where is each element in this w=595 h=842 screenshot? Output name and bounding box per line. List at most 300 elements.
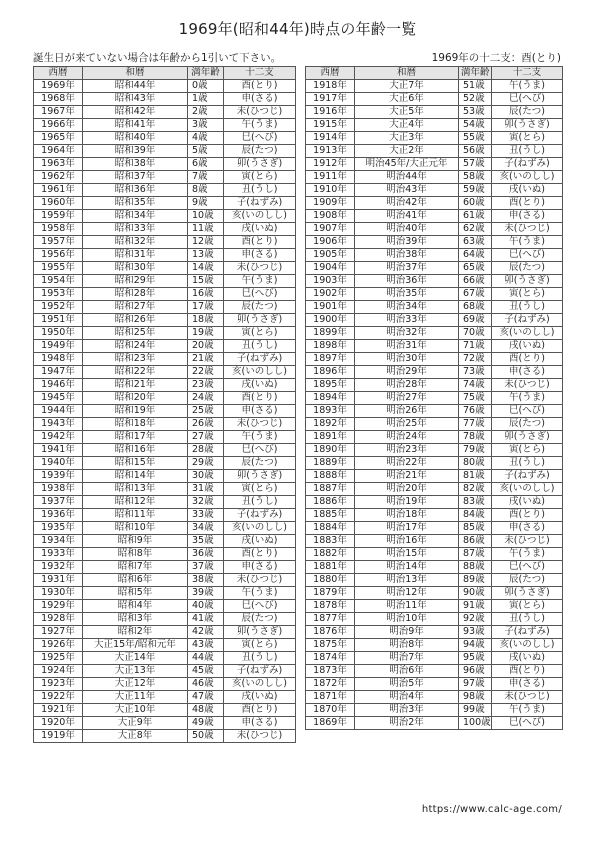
cell-age: 50歳 xyxy=(188,730,224,743)
cell-age: 37歳 xyxy=(188,561,224,574)
header-zodiac: 十二支 xyxy=(492,67,563,80)
cell-japanese-era: 明治20年 xyxy=(355,483,459,496)
cell-age: 61歳 xyxy=(459,210,492,223)
table-row xyxy=(34,704,296,717)
table-row xyxy=(306,509,563,522)
cell-age: 70歳 xyxy=(459,327,492,340)
cell-japanese-era: 大正10年 xyxy=(83,704,188,717)
table-body-right xyxy=(306,80,563,730)
cell-zodiac: 子(ねずみ) xyxy=(224,197,296,210)
cell-western-year: 1899年 xyxy=(306,327,355,340)
cell-zodiac: 戌(いぬ) xyxy=(224,379,296,392)
table-row xyxy=(306,561,563,574)
cell-age: 12歳 xyxy=(188,236,224,249)
cell-age: 63歳 xyxy=(459,236,492,249)
cell-japanese-era: 昭和12年 xyxy=(83,496,188,509)
cell-age: 94歳 xyxy=(459,639,492,652)
cell-western-year: 1894年 xyxy=(306,392,355,405)
table-row xyxy=(306,405,563,418)
cell-japanese-era: 明治19年 xyxy=(355,496,459,509)
cell-western-year: 1880年 xyxy=(306,574,355,587)
cell-age: 89歳 xyxy=(459,574,492,587)
cell-western-year: 1896年 xyxy=(306,366,355,379)
cell-western-year: 1964年 xyxy=(34,145,83,158)
cell-western-year: 1869年 xyxy=(306,717,355,730)
cell-zodiac: 酉(とり) xyxy=(224,704,296,717)
cell-zodiac: 寅(とら) xyxy=(492,132,563,145)
cell-western-year: 1940年 xyxy=(34,457,83,470)
table-row xyxy=(306,574,563,587)
table-row xyxy=(306,249,563,262)
table-row xyxy=(34,652,296,665)
cell-zodiac: 未(ひつじ) xyxy=(492,379,563,392)
cell-zodiac: 辰(たつ) xyxy=(224,145,296,158)
cell-age: 77歳 xyxy=(459,418,492,431)
table-row xyxy=(306,626,563,639)
cell-age: 28歳 xyxy=(188,444,224,457)
cell-japanese-era: 昭和27年 xyxy=(83,301,188,314)
cell-japanese-era: 大正6年 xyxy=(355,93,459,106)
cell-age: 31歳 xyxy=(188,483,224,496)
cell-japanese-era: 明治41年 xyxy=(355,210,459,223)
table-row xyxy=(306,132,563,145)
cell-western-year: 1958年 xyxy=(34,223,83,236)
cell-zodiac: 未(ひつじ) xyxy=(224,730,296,743)
cell-japanese-era: 昭和28年 xyxy=(83,288,188,301)
cell-japanese-era: 昭和23年 xyxy=(83,353,188,366)
table-row xyxy=(34,613,296,626)
cell-japanese-era: 大正9年 xyxy=(83,717,188,730)
cell-western-year: 1916年 xyxy=(306,106,355,119)
cell-age: 45歳 xyxy=(188,665,224,678)
cell-zodiac: 卯(うさぎ) xyxy=(224,626,296,639)
cell-japanese-era: 明治8年 xyxy=(355,639,459,652)
cell-western-year: 1890年 xyxy=(306,444,355,457)
table-row xyxy=(306,678,563,691)
cell-age: 15歳 xyxy=(188,275,224,288)
cell-zodiac: 寅(とら) xyxy=(224,171,296,184)
table-row xyxy=(34,587,296,600)
cell-age: 1歳 xyxy=(188,93,224,106)
cell-japanese-era: 明治2年 xyxy=(355,717,459,730)
cell-western-year: 1968年 xyxy=(34,93,83,106)
cell-japanese-era: 大正15年/昭和元年 xyxy=(83,639,188,652)
cell-zodiac: 戌(いぬ) xyxy=(492,652,563,665)
cell-age: 86歳 xyxy=(459,535,492,548)
cell-western-year: 1874年 xyxy=(306,652,355,665)
cell-zodiac: 子(ねずみ) xyxy=(224,509,296,522)
cell-age: 17歳 xyxy=(188,301,224,314)
cell-japanese-era: 大正4年 xyxy=(355,119,459,132)
cell-japanese-era: 大正3年 xyxy=(355,132,459,145)
cell-western-year: 1957年 xyxy=(34,236,83,249)
cell-zodiac: 酉(とり) xyxy=(224,548,296,561)
cell-japanese-era: 明治3年 xyxy=(355,704,459,717)
table-row xyxy=(306,639,563,652)
cell-western-year: 1875年 xyxy=(306,639,355,652)
cell-japanese-era: 昭和25年 xyxy=(83,327,188,340)
cell-western-year: 1920年 xyxy=(34,717,83,730)
table-row xyxy=(34,340,296,353)
cell-japanese-era: 昭和35年 xyxy=(83,197,188,210)
cell-age: 83歳 xyxy=(459,496,492,509)
cell-western-year: 1951年 xyxy=(34,314,83,327)
cell-japanese-era: 昭和4年 xyxy=(83,600,188,613)
table-row xyxy=(34,145,296,158)
cell-zodiac: 子(ねずみ) xyxy=(492,158,563,171)
cell-japanese-era: 明治10年 xyxy=(355,613,459,626)
cell-zodiac: 辰(たつ) xyxy=(224,301,296,314)
cell-western-year: 1915年 xyxy=(306,119,355,132)
cell-age: 93歳 xyxy=(459,626,492,639)
cell-age: 6歳 xyxy=(188,158,224,171)
cell-western-year: 1908年 xyxy=(306,210,355,223)
cell-zodiac: 午(うま) xyxy=(492,392,563,405)
cell-western-year: 1969年 xyxy=(34,80,83,93)
cell-japanese-era: 昭和42年 xyxy=(83,106,188,119)
table-row xyxy=(306,535,563,548)
cell-japanese-era: 明治42年 xyxy=(355,197,459,210)
cell-age: 88歳 xyxy=(459,561,492,574)
cell-japanese-era: 昭和14年 xyxy=(83,470,188,483)
cell-zodiac: 辰(たつ) xyxy=(492,574,563,587)
age-table-right xyxy=(305,66,563,730)
cell-japanese-era: 昭和13年 xyxy=(83,483,188,496)
cell-zodiac: 寅(とら) xyxy=(224,327,296,340)
cell-japanese-era: 昭和40年 xyxy=(83,132,188,145)
table-row xyxy=(34,457,296,470)
cell-western-year: 1911年 xyxy=(306,171,355,184)
cell-age: 39歳 xyxy=(188,587,224,600)
cell-japanese-era: 昭和21年 xyxy=(83,379,188,392)
table-row xyxy=(34,327,296,340)
cell-zodiac: 未(ひつじ) xyxy=(492,691,563,704)
cell-japanese-era: 昭和20年 xyxy=(83,392,188,405)
cell-western-year: 1953年 xyxy=(34,288,83,301)
table-row xyxy=(34,535,296,548)
table-row xyxy=(306,483,563,496)
table-row xyxy=(306,301,563,314)
cell-western-year: 1944年 xyxy=(34,405,83,418)
cell-age: 18歳 xyxy=(188,314,224,327)
cell-zodiac: 寅(とら) xyxy=(224,483,296,496)
cell-age: 60歳 xyxy=(459,197,492,210)
cell-western-year: 1914年 xyxy=(306,132,355,145)
cell-age: 58歳 xyxy=(459,171,492,184)
table-row xyxy=(34,262,296,275)
cell-western-year: 1879年 xyxy=(306,587,355,600)
cell-western-year: 1927年 xyxy=(34,626,83,639)
table-header-row xyxy=(34,67,296,80)
table-row xyxy=(306,145,563,158)
cell-zodiac: 申(さる) xyxy=(224,561,296,574)
cell-western-year: 1893年 xyxy=(306,405,355,418)
cell-age: 9歳 xyxy=(188,197,224,210)
cell-western-year: 1871年 xyxy=(306,691,355,704)
cell-zodiac: 巳(へび) xyxy=(492,405,563,418)
cell-japanese-era: 明治31年 xyxy=(355,340,459,353)
cell-japanese-era: 昭和26年 xyxy=(83,314,188,327)
cell-western-year: 1960年 xyxy=(34,197,83,210)
cell-zodiac: 卯(うさぎ) xyxy=(492,275,563,288)
table-row xyxy=(306,262,563,275)
cell-age: 96歳 xyxy=(459,665,492,678)
cell-western-year: 1934年 xyxy=(34,535,83,548)
cell-zodiac: 午(うま) xyxy=(224,119,296,132)
table-row xyxy=(306,665,563,678)
cell-zodiac: 午(うま) xyxy=(224,275,296,288)
cell-western-year: 1878年 xyxy=(306,600,355,613)
cell-japanese-era: 大正14年 xyxy=(83,652,188,665)
cell-japanese-era: 昭和2年 xyxy=(83,626,188,639)
cell-zodiac: 寅(とら) xyxy=(492,288,563,301)
cell-japanese-era: 明治45年/大正元年 xyxy=(355,158,459,171)
table-row xyxy=(34,119,296,132)
cell-western-year: 1954年 xyxy=(34,275,83,288)
cell-japanese-era: 昭和34年 xyxy=(83,210,188,223)
cell-age: 85歳 xyxy=(459,522,492,535)
cell-zodiac: 卯(うさぎ) xyxy=(224,470,296,483)
cell-japanese-era: 明治34年 xyxy=(355,301,459,314)
cell-age: 59歳 xyxy=(459,184,492,197)
page-title: 1969年(昭和44年)時点の年齢一覧 xyxy=(178,20,417,38)
cell-japanese-era: 明治5年 xyxy=(355,678,459,691)
cell-western-year: 1956年 xyxy=(34,249,83,262)
cell-japanese-era: 大正13年 xyxy=(83,665,188,678)
cell-western-year: 1888年 xyxy=(306,470,355,483)
cell-japanese-era: 大正8年 xyxy=(83,730,188,743)
table-row xyxy=(34,496,296,509)
cell-western-year: 1948年 xyxy=(34,353,83,366)
header-western-year: 西暦 xyxy=(34,67,83,80)
cell-western-year: 1884年 xyxy=(306,522,355,535)
table-row xyxy=(34,236,296,249)
cell-age: 91歳 xyxy=(459,600,492,613)
table-row xyxy=(34,509,296,522)
cell-zodiac: 酉(とり) xyxy=(492,509,563,522)
cell-japanese-era: 明治22年 xyxy=(355,457,459,470)
cell-age: 65歳 xyxy=(459,262,492,275)
table-body-left xyxy=(34,80,296,743)
cell-japanese-era: 昭和38年 xyxy=(83,158,188,171)
cell-zodiac: 申(さる) xyxy=(224,405,296,418)
table-row xyxy=(306,444,563,457)
cell-western-year: 1876年 xyxy=(306,626,355,639)
cell-japanese-era: 昭和16年 xyxy=(83,444,188,457)
cell-western-year: 1926年 xyxy=(34,639,83,652)
cell-zodiac: 未(ひつじ) xyxy=(224,262,296,275)
cell-zodiac: 巳(へび) xyxy=(224,444,296,457)
cell-western-year: 1877年 xyxy=(306,613,355,626)
cell-age: 57歳 xyxy=(459,158,492,171)
cell-zodiac: 午(うま) xyxy=(492,704,563,717)
cell-zodiac: 辰(たつ) xyxy=(492,106,563,119)
table-row xyxy=(306,223,563,236)
cell-zodiac: 申(さる) xyxy=(224,717,296,730)
table-row xyxy=(306,106,563,119)
cell-japanese-era: 明治26年 xyxy=(355,405,459,418)
table-row xyxy=(306,236,563,249)
cell-zodiac: 午(うま) xyxy=(492,236,563,249)
table-row xyxy=(34,626,296,639)
table-row xyxy=(34,470,296,483)
table-row xyxy=(34,80,296,93)
cell-japanese-era: 明治11年 xyxy=(355,600,459,613)
cell-age: 46歳 xyxy=(188,678,224,691)
cell-western-year: 1907年 xyxy=(306,223,355,236)
table-row xyxy=(306,158,563,171)
cell-western-year: 1913年 xyxy=(306,145,355,158)
cell-western-year: 1925年 xyxy=(34,652,83,665)
cell-japanese-era: 昭和9年 xyxy=(83,535,188,548)
cell-japanese-era: 明治17年 xyxy=(355,522,459,535)
table-row xyxy=(34,106,296,119)
cell-western-year: 1923年 xyxy=(34,678,83,691)
cell-western-year: 1889年 xyxy=(306,457,355,470)
table-row xyxy=(306,522,563,535)
table-row xyxy=(34,314,296,327)
cell-japanese-era: 昭和22年 xyxy=(83,366,188,379)
cell-zodiac: 申(さる) xyxy=(224,249,296,262)
cell-zodiac: 未(ひつじ) xyxy=(224,418,296,431)
cell-age: 10歳 xyxy=(188,210,224,223)
cell-western-year: 1935年 xyxy=(34,522,83,535)
cell-age: 47歳 xyxy=(188,691,224,704)
cell-zodiac: 丑(うし) xyxy=(492,145,563,158)
cell-age: 0歳 xyxy=(188,80,224,93)
cell-age: 25歳 xyxy=(188,405,224,418)
cell-japanese-era: 昭和44年 xyxy=(83,80,188,93)
cell-age: 66歳 xyxy=(459,275,492,288)
table-row xyxy=(34,249,296,262)
cell-age: 97歳 xyxy=(459,678,492,691)
cell-age: 4歳 xyxy=(188,132,224,145)
cell-zodiac: 卯(うさぎ) xyxy=(224,314,296,327)
cell-age: 76歳 xyxy=(459,405,492,418)
cell-western-year: 1883年 xyxy=(306,535,355,548)
cell-western-year: 1963年 xyxy=(34,158,83,171)
cell-zodiac: 亥(いのしし) xyxy=(492,327,563,340)
table-row xyxy=(34,301,296,314)
cell-western-year: 1932年 xyxy=(34,561,83,574)
table-row xyxy=(34,665,296,678)
cell-western-year: 1962年 xyxy=(34,171,83,184)
cell-zodiac: 酉(とり) xyxy=(492,665,563,678)
cell-age: 95歳 xyxy=(459,652,492,665)
cell-zodiac: 亥(いのしし) xyxy=(492,483,563,496)
cell-western-year: 1872年 xyxy=(306,678,355,691)
cell-western-year: 1966年 xyxy=(34,119,83,132)
table-header-row xyxy=(306,67,563,80)
table-row xyxy=(34,522,296,535)
cell-western-year: 1900年 xyxy=(306,314,355,327)
cell-western-year: 1870年 xyxy=(306,704,355,717)
cell-age: 22歳 xyxy=(188,366,224,379)
cell-japanese-era: 明治13年 xyxy=(355,574,459,587)
cell-zodiac: 申(さる) xyxy=(224,93,296,106)
cell-zodiac: 亥(いのしし) xyxy=(492,171,563,184)
cell-zodiac: 未(ひつじ) xyxy=(224,106,296,119)
cell-age: 62歳 xyxy=(459,223,492,236)
table-row xyxy=(34,561,296,574)
cell-age: 11歳 xyxy=(188,223,224,236)
cell-zodiac: 酉(とり) xyxy=(492,197,563,210)
footer-url-link[interactable]: https://www.calc-age.com/ xyxy=(421,804,562,815)
cell-age: 79歳 xyxy=(459,444,492,457)
cell-japanese-era: 昭和41年 xyxy=(83,119,188,132)
cell-japanese-era: 明治14年 xyxy=(355,561,459,574)
table-row xyxy=(306,613,563,626)
cell-western-year: 1892年 xyxy=(306,418,355,431)
cell-japanese-era: 明治35年 xyxy=(355,288,459,301)
table-row xyxy=(34,444,296,457)
table-row xyxy=(34,392,296,405)
cell-zodiac: 戌(いぬ) xyxy=(492,340,563,353)
header-age: 満年齢 xyxy=(188,67,224,80)
cell-age: 75歳 xyxy=(459,392,492,405)
table-row xyxy=(34,418,296,431)
cell-western-year: 1917年 xyxy=(306,93,355,106)
cell-age: 78歳 xyxy=(459,431,492,444)
cell-zodiac: 寅(とら) xyxy=(224,639,296,652)
table-row xyxy=(306,288,563,301)
cell-japanese-era: 明治37年 xyxy=(355,262,459,275)
table-row xyxy=(34,288,296,301)
cell-age: 34歳 xyxy=(188,522,224,535)
cell-japanese-era: 明治25年 xyxy=(355,418,459,431)
cell-age: 3歳 xyxy=(188,119,224,132)
cell-zodiac: 巳(へび) xyxy=(224,132,296,145)
cell-japanese-era: 大正2年 xyxy=(355,145,459,158)
cell-japanese-era: 昭和19年 xyxy=(83,405,188,418)
cell-western-year: 1897年 xyxy=(306,353,355,366)
cell-zodiac: 亥(いのしし) xyxy=(224,678,296,691)
cell-age: 16歳 xyxy=(188,288,224,301)
cell-zodiac: 未(ひつじ) xyxy=(224,574,296,587)
cell-japanese-era: 昭和32年 xyxy=(83,236,188,249)
cell-age: 43歳 xyxy=(188,639,224,652)
cell-zodiac: 子(ねずみ) xyxy=(224,353,296,366)
cell-western-year: 1922年 xyxy=(34,691,83,704)
table-row xyxy=(34,275,296,288)
cell-zodiac: 未(ひつじ) xyxy=(492,535,563,548)
cell-western-year: 1945年 xyxy=(34,392,83,405)
cell-zodiac: 申(さる) xyxy=(492,522,563,535)
cell-age: 81歳 xyxy=(459,470,492,483)
cell-western-year: 1873年 xyxy=(306,665,355,678)
cell-zodiac: 午(うま) xyxy=(224,431,296,444)
table-row xyxy=(34,730,296,743)
cell-zodiac: 卯(うさぎ) xyxy=(492,587,563,600)
cell-western-year: 1941年 xyxy=(34,444,83,457)
cell-age: 99歳 xyxy=(459,704,492,717)
cell-japanese-era: 明治4年 xyxy=(355,691,459,704)
cell-age: 90歳 xyxy=(459,587,492,600)
table-row xyxy=(306,652,563,665)
cell-japanese-era: 明治28年 xyxy=(355,379,459,392)
table-row xyxy=(34,548,296,561)
cell-western-year: 1967年 xyxy=(34,106,83,119)
cell-age: 32歳 xyxy=(188,496,224,509)
cell-western-year: 1939年 xyxy=(34,470,83,483)
table-row xyxy=(306,548,563,561)
cell-age: 55歳 xyxy=(459,132,492,145)
cell-japanese-era: 昭和30年 xyxy=(83,262,188,275)
cell-age: 52歳 xyxy=(459,93,492,106)
cell-zodiac: 丑(うし) xyxy=(224,496,296,509)
table-row xyxy=(306,379,563,392)
table-row xyxy=(306,327,563,340)
